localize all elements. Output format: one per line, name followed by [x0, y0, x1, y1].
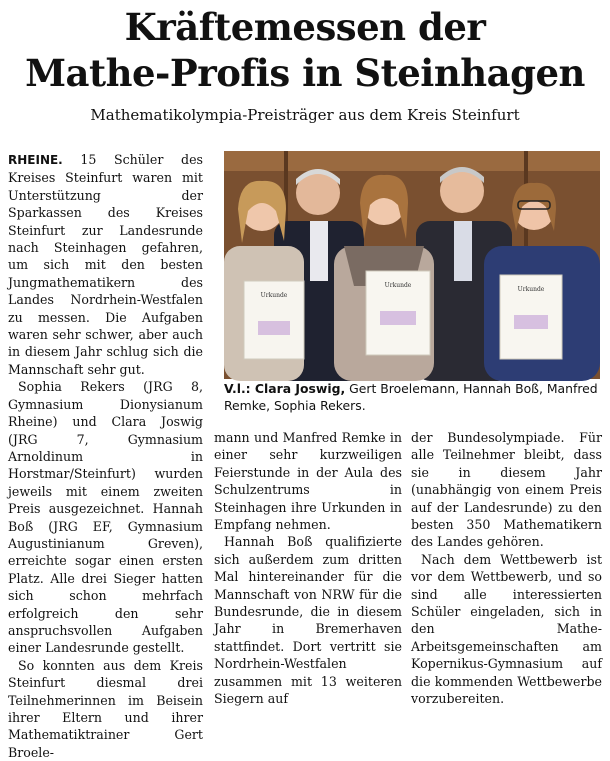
paragraph: mann und Manfred Remke in einer sehr kurzweiligen Feierstunde in der Aula des Schulzentrums in Steinhagen ihre Urkunden in Empfang nehmen.: [214, 430, 402, 533]
paragraph: So konnten aus dem Kreis Steinfurt diesmal drei Teilnehmerinnen im Beisein ihrer Eltern und ihrer Mathematiktrainer Gert Broele-: [8, 657, 203, 760]
headline: [0, 4, 610, 96]
caption-lead: V.l.: Clara Joswig,: [224, 381, 346, 396]
paragraph: [8, 151, 203, 378]
paragraph: Sophia Rekers (JRG 8, Gymnasium Dionysianum Rheine) und Clara Joswig (JRG 7, Gymnasium Arnoldinum in Horstmar/Steinfurt) wurden jeweils mit einem zweiten Preis ausgezeichnet. Hannah Boß (JRG EF, Gymnasium Augustinianum Greven), erreichte sogar einen ersten Platz. Alle drei Sieger hatten sich schon mehrfach erfolgreich den sehr anspruchsvollen Aufgaben einer Landesrunde gestellt.: [8, 379, 203, 656]
article-column-1: [8, 151, 203, 761]
certificate-title: Urkunde: [384, 282, 412, 289]
dateline: RHEINE.: [8, 153, 63, 167]
award-photo-illustration: [224, 151, 600, 379]
subheadline: Mathematikolympia-Preisträger aus dem Kreis Steinfurt: [90, 106, 520, 124]
headline-line-1: Kräftemessen der: [124, 5, 486, 49]
certificate-title: Urkunde: [517, 286, 545, 293]
article-column-3: [411, 429, 602, 708]
certificate-right: [500, 275, 562, 359]
article-column-2: [214, 429, 402, 708]
paragraph-text: 15 Schüler des Kreises Steinfurt waren mit Unterstützung der Sparkassen des Kreises Steinfurt zur Landesrunde nach Steinhagen gefahren, um sich mit den besten Jungmathematikern des Landes Nordrhein-Westfalen zu messen. Die Aufgaben waren sehr schwer, aber auch in diesem Jahr schlug sich die Mannschaft sehr gut.: [8, 152, 203, 377]
paragraph: Nach dem Wettbewerb ist vor dem Wettbewerb, und so sind alle interessierten Schüler eingeladen, sich in den Mathe-Arbeitsgemeinschaften am Kopernikus-Gymnasium auf die kommenden Wettbewerbe vorzubereiten.: [411, 551, 602, 707]
paragraph: Hannah Boß qualifizierte sich außerdem zum dritten Mal hintereinander für die Mannschaft von NRW für die Bundesrunde, die in diesem Jahr in Bremerhaven stattfindet. Dort vertritt sie Nordrhein-Westfalen zusammen mit 13 weiteren Siegern auf: [214, 534, 402, 707]
certificate-left: [244, 281, 304, 359]
caption-text: Gert Broelemann, Hannah Boß, Manfred Remke, Sophia Rekers.: [224, 381, 598, 413]
certificate-title: Urkunde: [260, 292, 288, 299]
headline-line-2: Mathe-Profis in Steinhagen: [25, 51, 585, 95]
paragraph: der Bundesolympiade. Für alle Teilnehmer bleibt, dass sie in diesem Jahr (unabhängig von einem Preis auf der Landesrunde) zu den besten 350 Mathematikern des Landes gehören.: [411, 430, 602, 550]
award-photo: [224, 151, 600, 379]
certificate-middle: [366, 271, 430, 355]
photo-caption: [224, 381, 602, 414]
